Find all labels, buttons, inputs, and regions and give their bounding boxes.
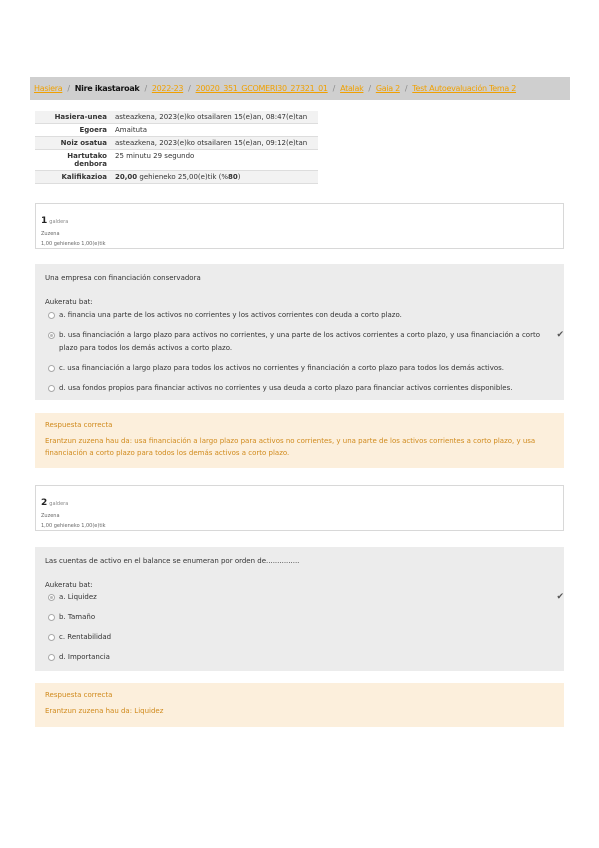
breadcrumb-separator: / [332, 84, 336, 93]
summary-row [35, 150, 318, 171]
answer-prompt: Aukeratu bat: [45, 581, 93, 589]
summary-label: Kalifikazioa [61, 173, 107, 181]
question-1-feedback [35, 413, 564, 468]
grade-percent: 80 [228, 173, 238, 181]
attempt-summary-table [35, 111, 318, 184]
question-number: 1 [41, 216, 48, 226]
answer-label: d. usa fondos propios para financiar activos no corrientes y usa deuda a corto plazo para financiar activos corrientes disponibles. [59, 384, 513, 392]
summary-value: asteazkena, 2023(e)ko otsailaren 15(e)an, 09:12(e)tan [115, 139, 308, 147]
checkmark-icon: ✔ [556, 330, 564, 340]
question-number-label: galdera [49, 219, 69, 225]
summary-row [35, 137, 318, 150]
breadcrumb-separator: / [368, 84, 371, 93]
answer-label: b. usa financiación a largo plazo para activos no corrientes, y una parte de los activos corrientes a corto plazo, y usa financiación a corto plazo para todos los demás activos a corto plazo. [59, 331, 540, 352]
question-2-content [35, 547, 564, 671]
breadcrumb-separator: / [188, 84, 191, 93]
answer-option-b[interactable] [45, 329, 564, 355]
radio-button[interactable] [48, 654, 55, 661]
answer-option-d[interactable] [45, 382, 554, 395]
feedback-title: Respuesta correcta [45, 421, 113, 429]
answer-label: c. Rentabilidad [59, 633, 112, 641]
question-text: Las cuentas de activo en el balance se enumeran por orden de............... [45, 557, 300, 565]
grade-score: 20,00 [115, 173, 138, 181]
checkmark-icon: ✔ [556, 592, 564, 602]
question-1-content [35, 264, 564, 400]
radio-button-selected[interactable] [48, 332, 55, 339]
summary-label: Hartutako denbora [67, 152, 107, 168]
summary-label: Hasiera-unea [54, 113, 107, 121]
question-2-feedback [35, 683, 564, 727]
breadcrumb-separator: / [144, 84, 147, 93]
answer-option-c[interactable] [45, 362, 554, 375]
answer-option-b[interactable] [45, 611, 554, 624]
breadcrumb-year-link[interactable]: 2022-23 [151, 84, 184, 93]
question-state: Zuzena [41, 513, 60, 519]
breadcrumb-sections-link[interactable]: Atalak [340, 84, 364, 93]
question-2-info [35, 485, 564, 531]
question-grade: 1,00 gehieneko 1,00(e)tik [41, 523, 106, 529]
summary-value: asteazkena, 2023(e)ko otsailaren 15(e)an, 08:47(e)tan [115, 113, 308, 121]
radio-button[interactable] [48, 385, 55, 392]
summary-row [35, 111, 318, 124]
summary-value: Amaituta [115, 126, 148, 134]
answer-label: a. Liquidez [59, 593, 97, 601]
breadcrumb [30, 77, 570, 100]
grade-max: gehieneko 25,00(e)tik (% [139, 173, 229, 181]
summary-value: 25 minutu 29 segundo [115, 152, 195, 160]
question-grade: 1,00 gehieneko 1,00(e)tik [41, 241, 106, 247]
feedback-right-answer: Erantzun zuzena hau da: Liquidez [45, 707, 164, 715]
answer-label: b. Tamaño [59, 613, 96, 621]
feedback-right-answer: Erantzun zuzena hau da: usa financiación a largo plazo para activos no corrientes, y una parte de los activos corrientes a corto plazo, y usa financiación a corto plazo para todos los demás activos a corto plazo. [45, 437, 536, 457]
radio-button[interactable] [48, 614, 55, 621]
breadcrumb-separator: / [67, 84, 70, 93]
breadcrumb-quiz-link[interactable]: Test Autoevaluación Tema 2 [412, 84, 517, 93]
feedback-title: Respuesta correcta [45, 691, 113, 699]
breadcrumb-separator: / [404, 84, 408, 93]
answer-label: c. usa financiación a largo plazo para todos los activos no corrientes y financiación a corto plazo para todos los demás activos. [59, 364, 505, 372]
question-text: Una empresa con financiación conservadora [45, 274, 201, 282]
radio-button[interactable] [48, 634, 55, 641]
radio-button[interactable] [48, 365, 55, 372]
answer-option-a[interactable] [45, 309, 554, 322]
answer-label: d. Importancia [59, 653, 110, 661]
summary-value [111, 171, 318, 184]
answer-option-d[interactable] [45, 651, 554, 664]
answer-label: a. financia una parte de los activos no corrientes y los activos corrientes con deuda a corto plazo. [59, 311, 402, 319]
breadcrumb-my-courses: Nire ikastaroak [74, 84, 140, 93]
question-1-info [35, 203, 564, 249]
question-number: 2 [41, 498, 48, 508]
summary-label: Noiz osatua [60, 139, 107, 147]
summary-label: Egoera [79, 126, 107, 134]
breadcrumb-topic-link[interactable]: Gaia 2 [375, 84, 400, 93]
answer-prompt: Aukeratu bat: [45, 298, 93, 306]
breadcrumb-course-link[interactable]: 20020_351_GCOMERI30_27321_01 [195, 84, 328, 93]
answer-option-a[interactable] [45, 591, 564, 604]
question-state: Zuzena [41, 231, 60, 237]
summary-row [35, 171, 318, 184]
radio-button-selected[interactable] [48, 594, 55, 601]
summary-row [35, 124, 318, 137]
breadcrumb-home-link[interactable]: Hasiera [34, 84, 63, 93]
question-number-label: galdera [49, 501, 69, 507]
grade-close: ) [237, 173, 241, 181]
radio-button[interactable] [48, 312, 55, 319]
answer-option-c[interactable] [45, 631, 554, 644]
